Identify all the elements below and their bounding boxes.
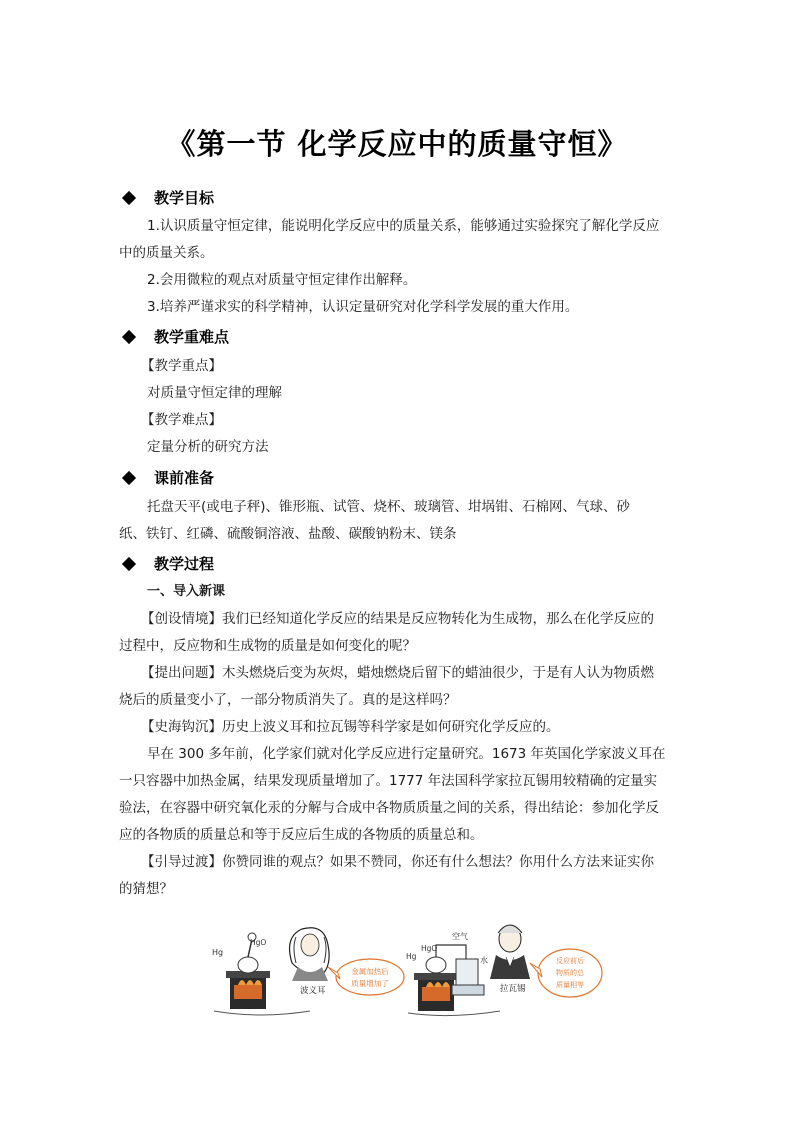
water-label: 水 [480, 956, 488, 965]
boyle-portrait [290, 928, 330, 981]
prep-line-2: 纸、铁钉、红磷、硫酸铜溶液、盐酸、碳酸钠粉末、镁条 [119, 526, 457, 542]
diamond-bullet-icon [122, 190, 136, 204]
difficult-point-label: 【教学难点】 [141, 412, 222, 428]
goal-3: 3.培养严谨求实的科学精神，认识定量研究对化学科学发展的重大作用。 [147, 299, 579, 315]
diamond-bullet-icon [122, 556, 136, 570]
transition-line-2: 的猜想？ [119, 881, 173, 897]
lavoisier-name: 拉瓦锡 [500, 984, 526, 994]
lavoisier-bubble-line-2: 物质的总 [556, 969, 584, 977]
question-line-1: 【提出问题】木头燃烧后变为灰烬，蜡烛燃烧后留下的蜡油很少，于是有人认为物质燃 [141, 665, 654, 681]
boyle-name: 波义耳 [300, 986, 326, 996]
difficult-point-text: 定量分析的研究方法 [147, 439, 269, 455]
lavoisier-bubble-line-1: 反应前后 [556, 957, 584, 965]
goal-2: 2.会用微粒的观点对质量守恒定律作出解释。 [147, 272, 417, 288]
key-point-label: 【教学重点】 [141, 358, 222, 374]
heading-text: 教学过程 [154, 555, 215, 573]
boyle-speech-bubble [336, 959, 404, 995]
section-heading-difficulty [122, 326, 229, 347]
air-label: 空气 [452, 932, 468, 941]
heading-text: 课前准备 [154, 469, 215, 487]
question-line-2: 烧后的质量变小了，一部分物质消失了。真的是这样吗？ [119, 692, 457, 708]
history-detail-line-4: 应的各物质的质量总和等于反应后生成的各物质的质量总和。 [119, 827, 484, 843]
heading-text: 教学重难点 [154, 328, 230, 346]
lavoisier-bubble-line-3: 质量相等 [556, 981, 584, 989]
section-heading-goals [122, 187, 214, 208]
heading-text: 教学目标 [154, 189, 215, 207]
history-detail-line-1: 早在 300 多年前，化学家们就对化学反应进行定量研究。1673 年英国化学家波义耳在 [147, 746, 666, 762]
section-heading-process [122, 553, 214, 574]
section-heading-prep [122, 467, 214, 488]
prep-line-1: 托盘天平(或电子秤)、锥形瓶、试管、烧杯、玻璃管、坩埚钳、石棉网、气球、砂 [147, 499, 631, 515]
page-title: 《第一节 化学反应中的质量守恒》 [166, 127, 628, 161]
subheading-intro: 一、导入新课 [147, 584, 226, 599]
scenario-line-2: 过程中，反应物和生成物的质量是如何变化的呢？ [119, 638, 416, 654]
history-detail-line-2: 一只容器中加热金属，结果发现质量增加了。1777 年法国科学家拉瓦锡用较精确的定量实 [119, 773, 658, 789]
diamond-bullet-icon [122, 329, 136, 343]
boyle-bubble-line-2: 质量增加了 [351, 979, 389, 988]
boyle-lavoisier-illustration [200, 915, 610, 1020]
right-hg-label: Hg [406, 952, 417, 961]
history-line-1: 【史海钩沉】历史上波义耳和拉瓦锡等科学家是如何研究化学反应的。 [141, 719, 560, 735]
lavoisier-portrait [490, 925, 530, 979]
left-hg-label: Hg [212, 948, 224, 957]
left-hgo-label: HgO [250, 938, 267, 947]
goal-1-line-1: 1.认识质量守恒定律，能说明化学反应中的质量关系，能够通过实验探究了解化学反应 [147, 218, 660, 234]
goal-1-line-2: 中的质量关系。 [119, 245, 214, 261]
history-detail-line-3: 验法，在容器中研究氧化汞的分解与合成中各物质质量之间的关系，得出结论：参加化学反 [119, 800, 659, 816]
transition-line-1: 【引导过渡】你赞同谁的观点？如果不赞同，你还有什么想法？你用什么方法来证实你 [141, 854, 654, 870]
diamond-bullet-icon [122, 470, 136, 484]
key-point-text: 对质量守恒定律的理解 [147, 385, 282, 401]
scenario-line-1: 【创设情境】我们已经知道化学反应的结果是反应物转化为生成物，那么在化学反应的 [141, 611, 654, 627]
right-hgo-label: HgO [421, 944, 438, 953]
boyle-bubble-line-1: 金属加热后 [351, 967, 389, 976]
